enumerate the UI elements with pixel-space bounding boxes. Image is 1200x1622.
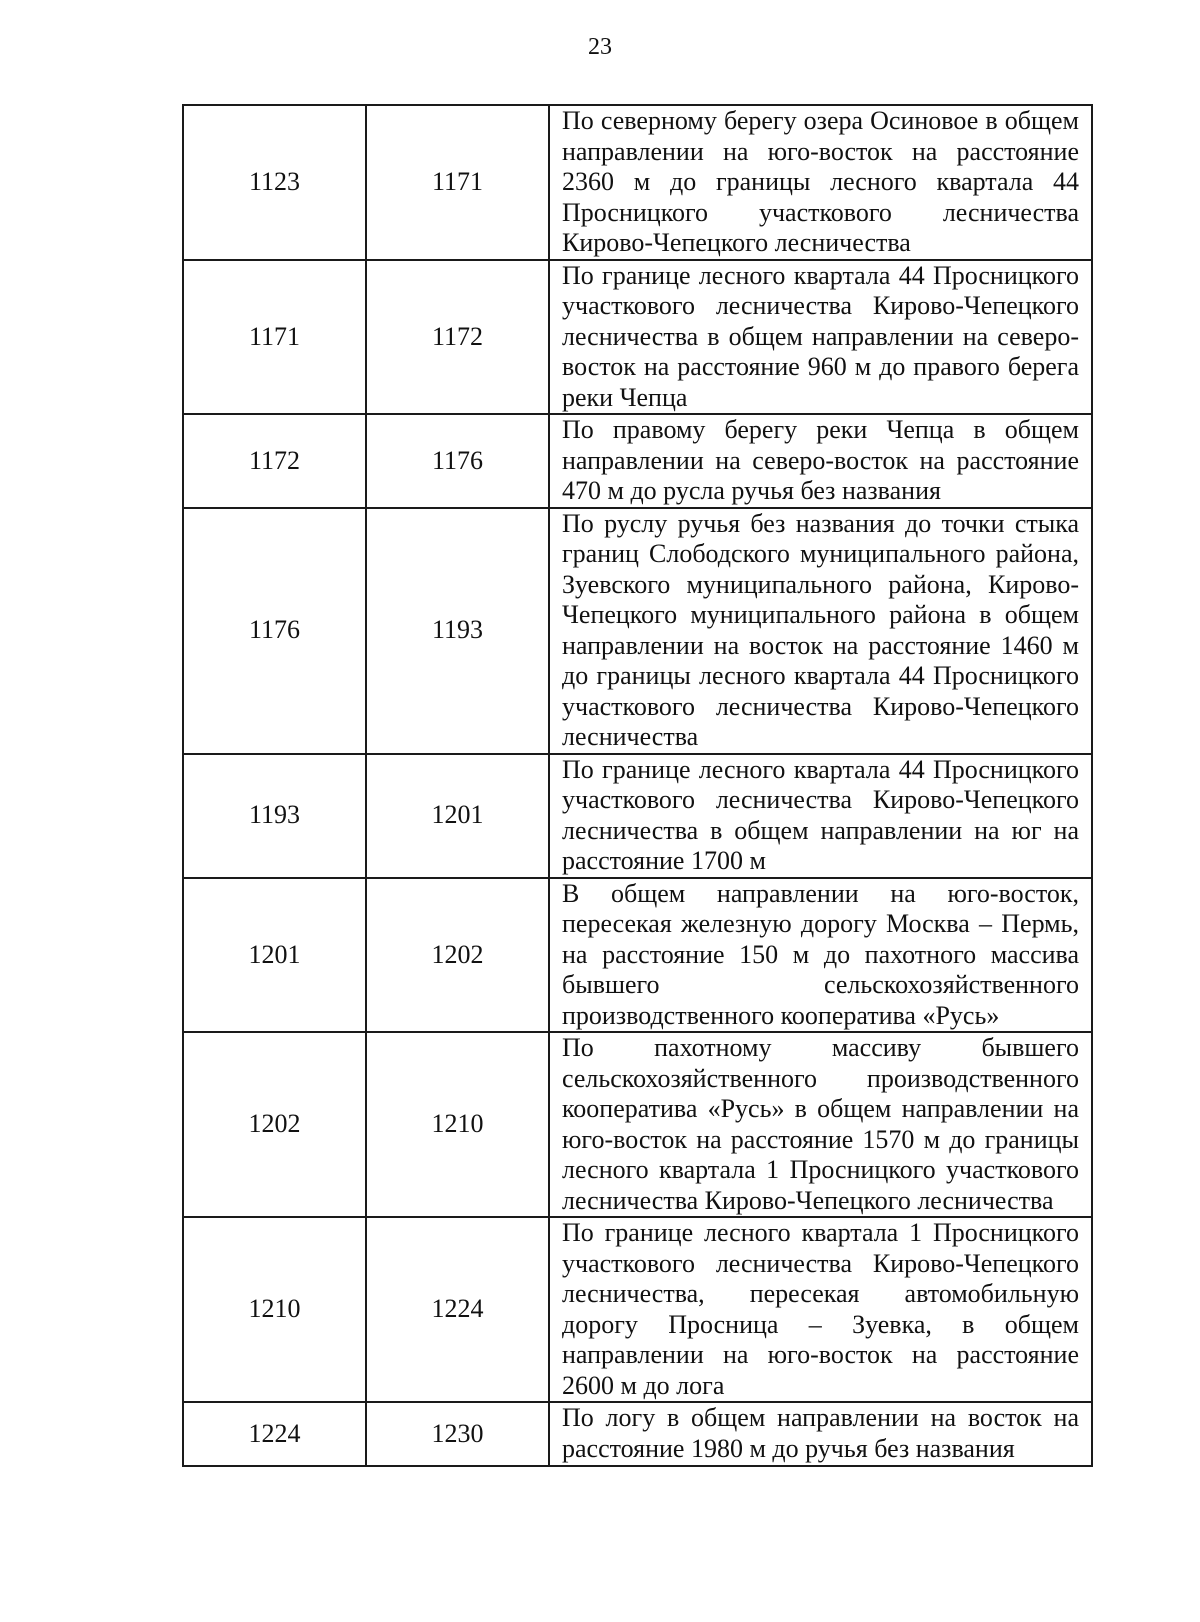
description-cell: По руслу ручья без названия до точки стыка границ Слободского муниципального района, Зуевского муниципального района, Кирово-Чепецкого муниципального района в общем направлении на восток на расстояние 1460 м до границы лесного квартала 44 Просницкого участкового лесничества Кирово-Чепецкого лесничества [549, 508, 1092, 754]
table-row [183, 1217, 1092, 1402]
to-point-cell: 1193 [366, 508, 549, 754]
table-row [183, 1032, 1092, 1217]
to-point-cell: 1230 [366, 1402, 549, 1466]
description-cell: По северному берегу озера Осиновое в общем направлении на юго-восток на расстояние 2360 м до границы лесного квартала 44 Просницкого участкового лесничества Кирово-Чепецкого лесничества [549, 105, 1092, 260]
from-point-cell: 1193 [183, 754, 366, 878]
table-row [183, 754, 1092, 878]
table-row [183, 508, 1092, 754]
description-cell: По логу в общем направлении на восток на расстояние 1980 м до ручья без названия [549, 1402, 1092, 1466]
to-point-cell: 1202 [366, 878, 549, 1033]
from-point-cell: 1202 [183, 1032, 366, 1217]
to-point-cell: 1176 [366, 414, 549, 508]
description-cell: По границе лесного квартала 44 Просницкого участкового лесничества Кирово-Чепецкого лесничества в общем направлении на юг на расстояние 1700 м [549, 754, 1092, 878]
description-cell: По границе лесного квартала 1 Просницкого участкового лесничества Кирово-Чепецкого лесничества, пересекая автомобильную дорогу Просница – Зуевка, в общем направлении на юго-восток на расстояние 2600 м до лога [549, 1217, 1092, 1402]
boundary-table [182, 104, 1093, 1467]
to-point-cell: 1210 [366, 1032, 549, 1217]
description-cell: По правому берегу реки Чепца в общем направлении на северо-восток на расстояние 470 м до русла ручья без названия [549, 414, 1092, 508]
page-number: 23 [588, 34, 612, 60]
to-point-cell: 1172 [366, 260, 549, 415]
table-row [183, 260, 1092, 415]
from-point-cell: 1172 [183, 414, 366, 508]
description-cell: По границе лесного квартала 44 Просницкого участкового лесничества Кирово-Чепецкого лесничества в общем направлении на северо- восток на расстояние 960 м до правого берега реки Чепца [549, 260, 1092, 415]
table-row [183, 414, 1092, 508]
from-point-cell: 1201 [183, 878, 366, 1033]
description-cell: По пахотному массиву бывшего сельскохозяйственного производственного кооператива «Русь» в общем направлении на юго-восток на расстояние 1570 м до границы лесного квартала 1 Просницкого участкового лесничества Кирово-Чепецкого лесничества [549, 1032, 1092, 1217]
table-row [183, 105, 1092, 260]
description-cell: В общем направлении на юго-восток, пересекая железную дорогу Москва – Пермь, на расстояние 150 м до пахотного массива бывшего сельскохозяйственного производственного кооператива «Русь» [549, 878, 1092, 1033]
from-point-cell: 1171 [183, 260, 366, 415]
from-point-cell: 1176 [183, 508, 366, 754]
to-point-cell: 1201 [366, 754, 549, 878]
to-point-cell: 1224 [366, 1217, 549, 1402]
from-point-cell: 1123 [183, 105, 366, 260]
to-point-cell: 1171 [366, 105, 549, 260]
from-point-cell: 1210 [183, 1217, 366, 1402]
table-row [183, 1402, 1092, 1466]
from-point-cell: 1224 [183, 1402, 366, 1466]
table-row [183, 878, 1092, 1033]
